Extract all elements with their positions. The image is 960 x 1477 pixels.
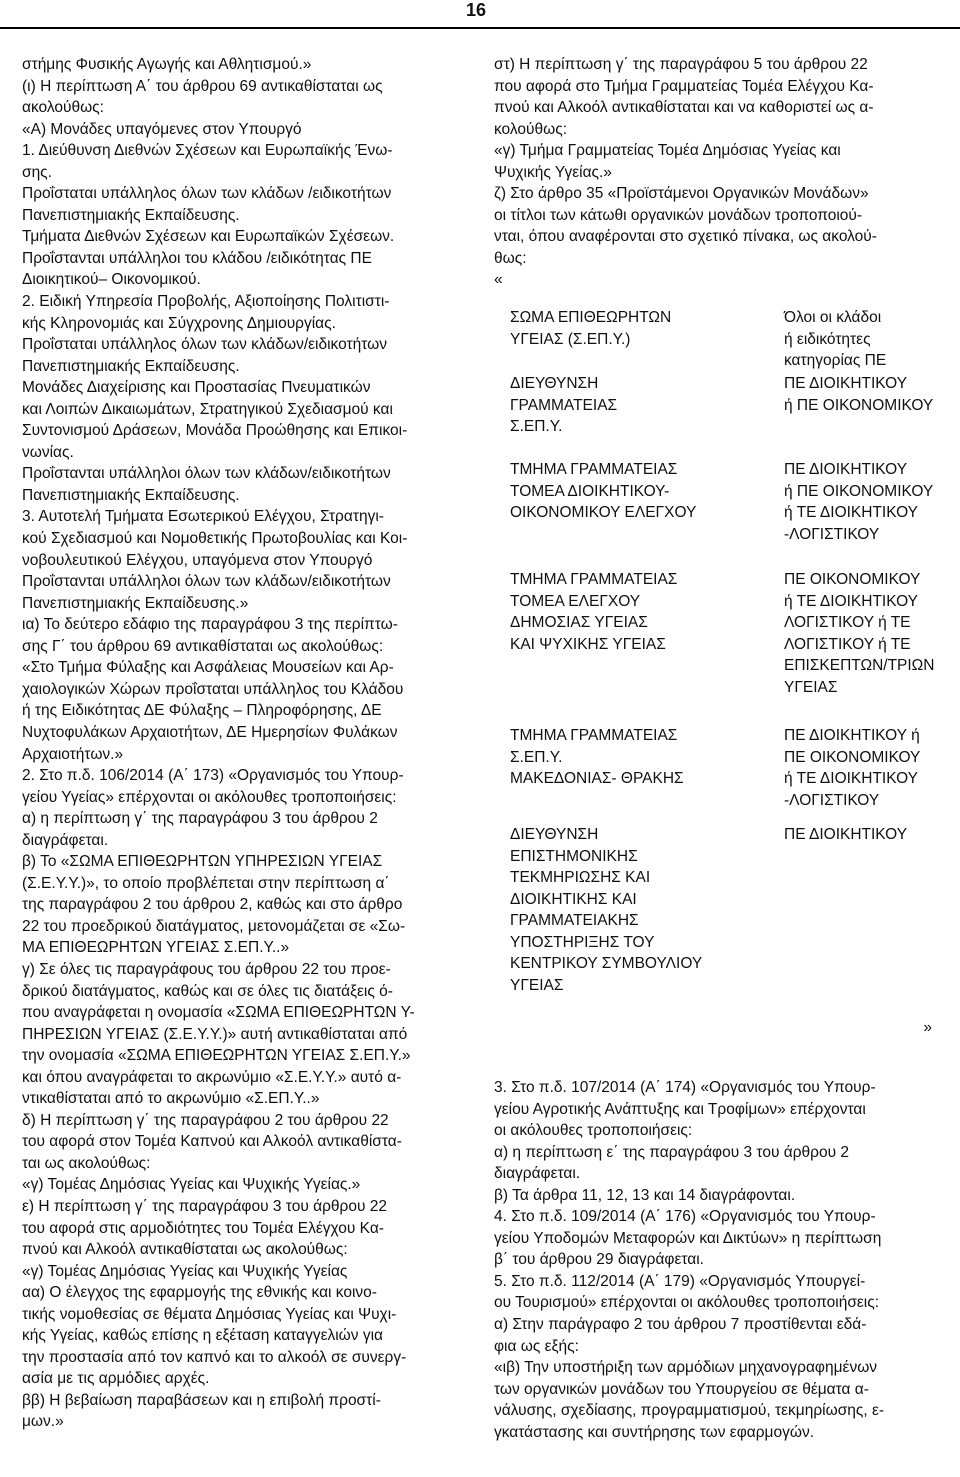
text-line: ντικαθίσταται από το ακρωνύμιο «Σ.ΕΠ.Υ..» [22,1090,320,1108]
text-line: Προΐστανται υπάλληλοι του κλάδου /ειδικότητας ΠΕ [22,249,372,267]
text-line: ββ) Η βεβαίωση παραβάσεων και η επιβολή προστί- [22,1391,381,1409]
text-line: δρικού διατάγματος, καθώς και σε όλες τις διατάξεις ό- [22,982,393,1000]
units-table [494,307,940,1077]
cell-line: ΠΕ ΔΙΟΙΚΗΤΙΚΟΥ [784,375,908,393]
table-cell-branch [784,725,920,811]
text-line: της παραγράφου 2 του άρθρου 2, καθώς και στο άρθρο [22,896,403,914]
text-line: Πανεπιστημιακής Εκπαίδευσης. [22,206,240,224]
cell-line: ΛΟΓΙΣΤΙΚΟΥ ή ΤΕ [784,635,911,653]
table-cell-unit [510,725,684,790]
text-line: «γ) Τμήμα Γραμματείας Τομέα Δημόσιας Υγείας και [494,142,841,160]
text-line: ΠΗΡΕΣΙΩΝ ΥΓΕΙΑΣ (Σ.Ε.Υ.Υ.)» αυτή αντικαθίσταται από [22,1025,408,1043]
text-line: (ι) Η περίπτωση Α΄ του άρθρου 69 αντικαθίσταται ως [22,77,383,95]
text-line: κού Σχεδιασμού και Νομοθετικής Πρωτοβουλίας και Κοι- [22,530,408,548]
text-line: χαιολογικών Χώρων προΐσταται υπάλληλος του Κλάδου [22,680,404,698]
text-line: β΄ του άρθρου 29 διαγράφεται. [494,1251,704,1269]
text-line: ΜΑ ΕΠΙΘΕΩΡΗΤΩΝ ΥΓΕΙΑΣ Σ.ΕΠ.Υ..» [22,939,290,957]
text-line: φια ως εξής: [494,1337,579,1355]
right-column-bottom [494,1077,940,1443]
text-line: « [494,271,503,289]
text-line: σης. [22,163,52,181]
table-cell-branch [784,307,886,372]
table-cell-unit [510,459,696,524]
cell-line: ΤΜΗΜΑ ΓΡΑΜΜΑΤΕΙΑΣ [510,727,678,745]
text-line: αα) Ο έλεγχος της εφαρμογής της εθνικής και κοινο- [22,1284,377,1302]
cell-line: ή ΤΕ ΔΙΟΙΚΗΤΙΚΟΥ [784,770,918,788]
text-line: την ονομασία «ΣΩΜΑ ΕΠΙΘΕΩΡΗΤΩΝ ΥΓΕΙΑΣ Σ.ΕΠ.Υ.» [22,1047,411,1065]
cell-line: ΠΕ ΔΙΟΙΚΗΤΙΚΟΥ [784,461,908,479]
text-line: «Στο Τμήμα Φύλαξης και Ασφάλειας Μουσείων και Αρ- [22,659,394,677]
cell-line: ΠΕ ΔΙΟΙΚΗΤΙΚΟΥ ή [784,727,920,745]
cell-line: ΕΠΙΣΚΕΠΤΩΝ/ΤΡΙΩΝ [784,657,935,675]
cell-line: ΜΑΚΕΔΟΝΙΑΣ- ΘΡΑΚΗΣ [510,770,684,788]
cell-line: κατηγορίας ΠΕ [784,352,887,370]
cell-line: -ΛΟΓΙΣΤΙΚΟΥ [784,525,880,543]
cell-line: ΥΠΟΣΤΗΡΙΞΗΣ ΤΟΥ [510,933,655,951]
cell-line: ΤΟΜΕΑ ΔΙΟΙΚΗΤΙΚΟΥ- [510,482,670,500]
cell-line: ΓΡΑΜΜΑΤΕΙΑΣ [510,396,618,414]
text-line: α) η περίπτωση ε΄ της παραγράφου 3 του άρθρου 2 [494,1143,849,1161]
table-cell-branch [784,824,907,846]
text-line: δ) Η περίπτωση γ΄ της παραγράφου 2 του άρθρου 22 [22,1111,389,1129]
text-line: ια) Το δεύτερο εδάφιο της παραγράφου 3 της περίπτω- [22,616,398,634]
text-line: νται, όπου αναφέρονται στο σχετικό πίνακα, ως ακολού- [494,228,877,246]
text-line: «γ) Τομέας Δημόσιας Υγείας και Ψυχικής Υγείας.» [22,1176,361,1194]
cell-line: ΣΩΜΑ ΕΠΙΘΕΩΡΗΤΩΝ [510,309,672,327]
text-line: μων.» [22,1413,64,1431]
text-line: Ψυχικής Υγείας.» [494,163,612,181]
text-line: Πανεπιστημιακής Εκπαίδευσης. [22,357,240,375]
cell-line: ΔΙΟΙΚΗΤΙΚΗΣ ΚΑΙ [510,890,637,908]
text-line: τικής νομοθεσίας σε θέματα Δημόσιας Υγείας και Ψυχι- [22,1305,397,1323]
cell-line: ΤΜΗΜΑ ΓΡΑΜΜΑΤΕΙΑΣ [510,461,678,479]
text-line: α) η περίπτωση γ΄ της παραγράφου 3 του άρθρου 2 [22,810,378,828]
text-line: των οργανικών μονάδων του Υπουργείου σε θέματα α- [494,1380,869,1398]
text-line: γείου Υγείας» επέρχονται οι ακόλουθες τροποποιήσεις: [22,788,397,806]
text-line: νοβουλευτικού Ελέγχου, υπαγόμενα στον Υπουργό [22,551,373,569]
text-line: νωνίας. [22,443,74,461]
table-cell-unit [510,307,671,350]
table-closing-quote: » [923,1019,932,1037]
cell-line: ΤΟΜΕΑ ΕΛΕΓΧΟΥ [510,592,641,610]
text-line: που αφορά στο Τμήμα Γραμματείας Τομέα Ελέγχου Κα- [494,77,874,95]
text-line: και όπου αναγράφεται το ακρωνύμιο «Σ.Ε.Υ.Υ.» αυτό α- [22,1068,402,1086]
text-line: Πανεπιστημιακής Εκπαίδευσης.» [22,594,249,612]
cell-line: ΓΡΑΜΜΑΤΕΙΑΚΗΣ [510,912,639,930]
cell-line: ΔΗΜΟΣΙΑΣ ΥΓΕΙΑΣ [510,614,648,632]
text-line: 3. Αυτοτελή Τμήματα Εσωτερικού Ελέγχου, Στρατηγι- [22,508,384,526]
text-line: την προστασία από τον καπνό και το αλκοόλ σε συνεργ- [22,1348,407,1366]
cell-line: ΠΕ ΔΙΟΙΚΗΤΙΚΟΥ [784,826,908,844]
cell-line: ΠΕ ΟΙΚΟΝΟΜΙΚΟΥ [784,571,921,589]
table-cell-branch [784,459,933,545]
cell-line: ΛΟΓΙΣΤΙΚΟΥ ή ΤΕ [784,614,911,632]
text-line: Διοικητικού– Οικονομικού. [22,271,201,289]
text-line: α) Στην παράγραφο 2 του άρθρου 7 προστίθενται εδά- [494,1316,867,1334]
cell-line: ΠΕ ΟΙΚΟΝΟΜΙΚΟΥ [784,748,921,766]
text-line: Πανεπιστημιακής Εκπαίδευσης. [22,486,240,504]
text-line: κής Υγείας, καθώς επίσης η εξέταση καταγγελιών για [22,1327,383,1345]
text-line: β) Τα άρθρα 11, 12, 13 και 14 διαγράφονται. [494,1186,796,1204]
text-line: στήμης Φυσικής Αγωγής και Αθλητισμού.» [22,56,312,73]
text-line: 2. Στο π.δ. 106/2014 (Α΄ 173) «Οργανισμός του Υπουρ- [22,767,404,785]
text-line: οι ακόλουθες τροποποιήσεις: [494,1122,693,1140]
table-cell-unit [510,824,702,996]
cell-line: ή ΠΕ ΟΙΚΟΝΟΜΙΚΟΥ [784,482,934,500]
text-line: «ιβ) Την υποστήριξη των αρμόδιων μηχανογραφημένων [494,1359,878,1377]
text-line: νάλυσης, σχεδίασης, προγραμματισμού, τεκμηρίωσης, ε- [494,1402,885,1420]
text-line: ε) Η περίπτωση γ΄ της παραγράφου 3 του άρθρου 22 [22,1197,387,1215]
cell-line: ή ειδικότητες [784,330,871,348]
text-line: Προΐσταται υπάλληλος όλων των κλάδων /ειδικοτήτων [22,185,392,203]
cell-line: ή ΤΕ ΔΙΟΙΚΗΤΙΚΟΥ [784,592,918,610]
text-line: 22 του προεδρικού διατάγματος, μετονομάζεται σε «Σω- [22,917,406,935]
text-line: διαγράφεται. [494,1165,581,1183]
text-line: 4. Στο π.δ. 109/2014 (Α΄ 176) «Οργανισμός του Υπουρ- [494,1208,876,1226]
text-line: ασία με τις αρμόδιες αρχές. [22,1370,210,1388]
text-line: Νυχτοφυλάκων Αρχαιοτήτων, ΔΕ Ημερησίων Φυλάκων [22,723,398,741]
text-line: στ) Η περίπτωση γ΄ της παραγράφου 5 του άρθρου 22 [494,56,868,73]
text-line: ου Τουρισμού» επέρχονται οι ακόλουθες τροποποιήσεις: [494,1294,880,1312]
right-column [494,54,940,1443]
text-line: γ) Σε όλες τις παραγράφους του άρθρου 22 του προε- [22,960,391,978]
right-column-top [494,54,940,291]
text-line: 3. Στο π.δ. 107/2014 (Α΄ 174) «Οργανισμός του Υπουρ- [494,1079,876,1097]
text-line: και Λοιπών Δικαιωμάτων, Στρατηγικού Σχεδιασμού και [22,400,393,418]
cell-line: ΥΓΕΙΑΣ [784,678,838,696]
text-line: κολούθως: [494,120,567,138]
text-line: ακολούθως: [22,99,104,117]
cell-line: ΚΑΙ ΨΥΧΙΚΗΣ ΥΓΕΙΑΣ [510,635,666,653]
cell-line: Σ.ΕΠ.Υ. [510,748,563,766]
text-line: διαγράφεται. [22,831,109,849]
text-line: ται ως ακολούθως: [22,1154,151,1172]
text-line: του αφορά στον Τομέα Καπνού και Αλκοόλ αντικαθίστα- [22,1133,402,1151]
text-line: οι τίτλοι των κάτωθι οργανικών μονάδων τροποποιού- [494,206,863,224]
text-line: Προΐστανται υπάλληλοι όλων των κλάδων/ειδικοτήτων [22,465,391,483]
page-number: 16 [466,0,487,20]
cell-line: Σ.ΕΠ.Υ. [510,418,563,436]
text-line: πνού και Αλκοόλ αντικαθίσταται ως ακολούθως: [22,1241,348,1259]
text-line: πνού και Αλκοόλ αντικαθίσταται και να καθοριστεί ως α- [494,99,874,117]
text-line: ζ) Στο άρθρο 35 «Προϊστάμενοι Οργανικών Μονάδων» [494,185,869,203]
text-line: β) Το «ΣΩΜΑ ΕΠΙΘΕΩΡΗΤΩΝ ΥΠΗΡΕΣΙΩΝ ΥΓΕΙΑΣ [22,853,383,871]
text-line: «Α) Μονάδες υπαγόμενες στον Υπουργό [22,120,302,138]
left-column [22,54,468,1433]
text-line: γκατάστασης και συντήρησης των εφαρμογών. [494,1423,814,1441]
table-cell-branch [784,569,934,698]
cell-line: ΔΙΕΥΘΥΝΣΗ [510,826,599,844]
text-line: σης Γ΄ του άρθρου 69 αντικαθίσταται ως ακολούθως: [22,637,384,655]
text-line: Προΐσταται υπάλληλος όλων των κλάδων/ειδικοτήτων [22,336,388,354]
cell-line: ΚΕΝΤΡΙΚΟΥ ΣΥΜΒΟΥΛΙΟΥ [510,955,703,973]
text-line: γείου Υποδομών Μεταφορών και Δικτύων» η περίπτωση [494,1229,882,1247]
cell-line: Όλοι οι κλάδοι [784,309,882,327]
text-line: του αφορά στις αρμοδιότητες του Τομέα Ελέγχου Κα- [22,1219,384,1237]
table-cell-unit [510,569,677,655]
cell-line: -ΛΟΓΙΣΤΙΚΟΥ [784,791,880,809]
cell-line: ΔΙΕΥΘΥΝΣΗ [510,375,599,393]
table-cell-branch [784,373,933,416]
cell-line: ή ΠΕ ΟΙΚΟΝΟΜΙΚΟΥ [784,396,934,414]
text-line: θως: [494,249,527,267]
cell-line: ΟΙΚΟΝΟΜΙΚΟΥ ΕΛΕΓΧΟΥ [510,504,697,522]
text-line: που αναγράφεται η ονομασία «ΣΩΜΑ ΕΠΙΘΕΩΡΗΤΩΝ Υ- [22,1004,415,1022]
text-line: Μονάδες Διαχείρισης και Προστασίας Πνευματικών [22,379,371,397]
text-line: Αρχαιοτήτων.» [22,745,124,763]
table-cell-unit [510,373,617,438]
text-line: ή της Ειδικότητας ΔΕ Φύλαξης – Πληροφόρησης, ΔΕ [22,702,382,720]
text-line: Συντονισμού Δράσεων, Μονάδα Προώθησης και Επικοι- [22,422,408,440]
header-rule [0,27,960,29]
text-line: 5. Στο π.δ. 112/2014 (Α΄ 179) «Οργανισμός Υπουργεί- [494,1272,866,1290]
cell-line: ή ΤΕ ΔΙΟΙΚΗΤΙΚΟΥ [784,504,918,522]
text-line: γείου Αγροτικής Ανάπτυξης και Τροφίμων» επέρχονται [494,1100,866,1118]
cell-line: ΥΓΕΙΑΣ (Σ.ΕΠ.Υ.) [510,330,631,348]
text-line: κής Κληρονομιάς και Σύγχρονης Δημιουργίας. [22,314,336,332]
text-line: 1. Διεύθυνση Διεθνών Σχέσεων και Ευρωπαϊκής Ένω- [22,142,393,160]
text-line: 2. Ειδική Υπηρεσία Προβολής, Αξιοποίησης Πολιτιστι- [22,293,390,311]
text-line: Προΐστανται υπάλληλοι όλων των κλάδων/ειδικοτήτων [22,573,391,591]
cell-line: ΥΓΕΙΑΣ [510,976,564,994]
text-line: (Σ.Ε.Υ.Υ.)», το οποίο προβλέπεται στην περίπτωση α΄ [22,874,390,892]
cell-line: ΕΠΙΣΤΗΜΟΝΙΚΗΣ [510,847,638,865]
cell-line: ΤΜΗΜΑ ΓΡΑΜΜΑΤΕΙΑΣ [510,571,678,589]
cell-line: ΤΕΚΜΗΡΙΩΣΗΣ ΚΑΙ [510,869,651,887]
text-line: Τμήματα Διεθνών Σχέσεων και Ευρωπαϊκών Σχέσεων. [22,228,395,246]
text-line: «γ) Τομέας Δημόσιας Υγείας και Ψυχικής Υγείας [22,1262,348,1280]
